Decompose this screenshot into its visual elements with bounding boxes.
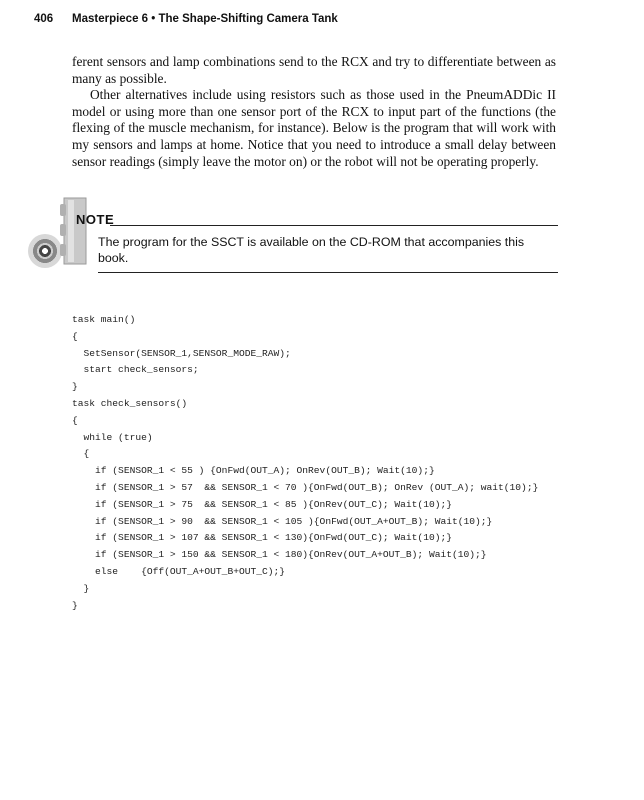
code-line: {: [72, 448, 90, 460]
cd-rom-icon: [28, 234, 62, 268]
code-line: else {Off(OUT_A+OUT_B+OUT_C);}: [72, 565, 286, 577]
code-line: if (SENSOR_1 > 57 && SENSOR_1 < 70 ){OnFwd(OUT_B); OnRev (OUT_A); wait(10);}: [72, 481, 539, 493]
divider: [110, 225, 558, 226]
code-line: while (true): [72, 431, 153, 443]
code-line: {: [72, 330, 78, 342]
code-line: }: [72, 599, 78, 611]
code-line: if (SENSOR_1 > 150 && SENSOR_1 < 180){OnRev(OUT_A+OUT_B); Wait(10);}: [72, 549, 487, 561]
code-line: if (SENSOR_1 > 107 && SENSOR_1 < 130){OnFwd(OUT_C); Wait(10);}: [72, 532, 452, 544]
code-line: {: [72, 414, 78, 426]
lego-brick-icon: [60, 194, 96, 268]
code-line: if (SENSOR_1 > 90 && SENSOR_1 < 105 ){OnFwd(OUT_A+OUT_B); Wait(10);}: [72, 515, 493, 527]
note-title: NOTE: [76, 212, 115, 227]
code-line: task check_sensors(): [72, 397, 188, 409]
code-line: task main(): [72, 314, 136, 325]
code-line: if (SENSOR_1 < 55 ) {OnFwd(OUT_A); OnRev(OUT_B); Wait(10);}: [72, 465, 435, 477]
code-line: SetSensor(SENSOR_1,SENSOR_MODE_RAW);: [72, 347, 291, 359]
paragraph: Other alternatives include using resistors such as those used in the PneumADDic II model or using more than one sensor port of the RCX to input part of the functions (the flexing of the muscle mechanism, for instance). Below is the program that will work with my sensors and lamps at home. Notice that you need to introduce a small delay between sensor readings (simply leave the motor on) or the robot will not be operating properly.: [72, 87, 556, 169]
code-line: }: [72, 582, 90, 594]
paragraph: ferent sensors and lamp combinations send to the RCX and try to differentiate between as many as possible.: [72, 54, 556, 86]
note-box: [28, 194, 560, 280]
divider: [98, 272, 558, 273]
code-listing: [72, 312, 538, 614]
code-line: if (SENSOR_1 > 75 && SENSOR_1 < 85 ){OnRev(OUT_C); Wait(10);}: [72, 498, 452, 510]
body-text: [72, 54, 556, 170]
code-line: }: [72, 381, 78, 393]
running-title: Masterpiece 6 • The Shape-Shifting Camera Tank: [72, 13, 338, 25]
note-text: The program for the SSCT is available on the CD-ROM that accompanies this book.: [98, 235, 525, 265]
page-number: 406: [34, 13, 54, 25]
code-line: start check_sensors;: [72, 364, 199, 376]
